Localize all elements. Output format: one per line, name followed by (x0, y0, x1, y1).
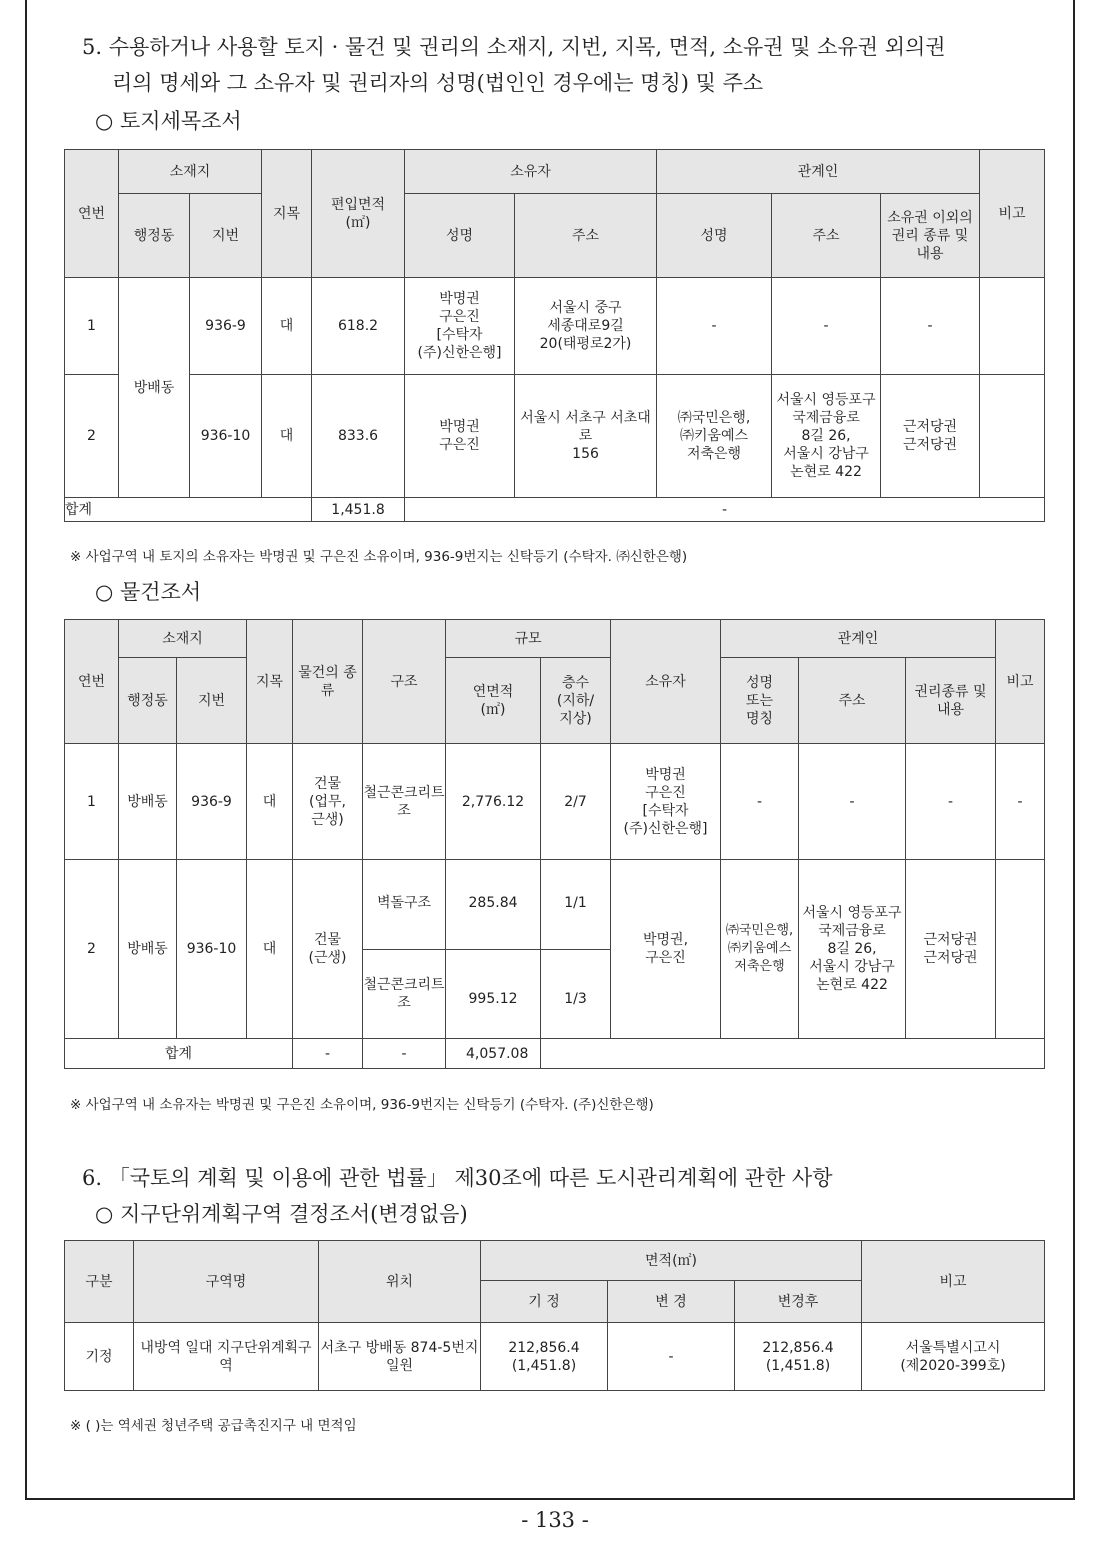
district-r-change: - (608, 1323, 735, 1391)
land-h-owner: 소유자 (405, 150, 657, 194)
land-r2-rel-addr: 서울시 영등포구 국제금융로 8길 26, 서울시 강남구 논현로 422 (772, 375, 881, 498)
goods-r2-struct-a: 벽돌구조 (363, 860, 446, 950)
table-row (65, 375, 1045, 498)
goods-note: ※ 사업구역 내 소유자는 박명권 및 구은진 소유이며, 936-9번지는 신탁등기 (수탁자. (주)신한은행) (70, 1097, 654, 1113)
goods-h-floors: 층수 (지하/ 지상) (541, 658, 611, 744)
goods-h-rel-addr: 주소 (799, 658, 906, 744)
goods-h-kind: 물건의 종류 (293, 620, 363, 744)
land-r2-no: 2 (65, 375, 119, 498)
goods-r1-jimok: 대 (247, 744, 293, 860)
goods-r2-no: 2 (65, 860, 119, 1039)
goods-total-label: 합계 (65, 1039, 293, 1069)
section5-heading-line2: 리의 명세와 그 소유자 및 권리자의 성명(법인인 경우에는 명칭) 및 주소 (112, 71, 764, 95)
land-h-rel-addr: 주소 (772, 194, 881, 278)
goods-r1-dong: 방배동 (119, 744, 177, 860)
district-r-after: 212,856.4 (1,451.8) (735, 1323, 862, 1391)
land-h-location: 소재지 (119, 150, 262, 194)
section5-heading-line1: 5. 수용하거나 사용할 토지 · 물건 및 권리의 소재지, 지번, 지목, 면적, 소유권 및 소유권 외의권 (82, 35, 946, 59)
goods-r2-owner: 박명권, 구은진 (611, 860, 721, 1039)
goods-r1-rel-right: - (906, 744, 996, 860)
page-number: - 133 - (521, 1508, 589, 1532)
land-h-jimok: 지목 (262, 150, 312, 278)
land-h-rel-name: 성명 (657, 194, 772, 278)
land-h-remark: 비고 (980, 150, 1045, 278)
land-h-related: 관계인 (657, 150, 980, 194)
land-r2-jimok: 대 (262, 375, 312, 498)
goods-h-jibun: 지번 (177, 658, 247, 744)
land-r1-jimok: 대 (262, 278, 312, 375)
land-h-no: 연번 (65, 150, 119, 278)
district-r-remark: 서울특별시고시 (제2020-399호) (862, 1323, 1045, 1391)
goods-r1-owner: 박명권 구은진 [수탁자 (주)신한은행] (611, 744, 721, 860)
goods-r2-jimok: 대 (247, 860, 293, 1039)
goods-r1-no: 1 (65, 744, 119, 860)
goods-total-kind: - (293, 1039, 363, 1069)
district-h-loc: 위치 (319, 1241, 481, 1323)
goods-r1-kind: 건물 (업무, 근생) (293, 744, 363, 860)
goods-h-location: 소재지 (119, 620, 247, 658)
land-h-owner-addr: 주소 (515, 194, 657, 278)
land-note: ※ 사업구역 내 토지의 소유자는 박명권 및 구은진 소유이며, 936-9번지는 신탁등기 (수탁자. ㈜신한은행) (70, 549, 688, 565)
goods-r1-floor-area: 2,776.12 (446, 744, 541, 860)
land-r1-owner-name: 박명권 구은진 [수탁자 (주)신한은행] (405, 278, 515, 375)
table-row (65, 860, 1045, 950)
district-r-div: 기정 (65, 1323, 134, 1391)
goods-r2-floors-a: 1/1 (541, 860, 611, 950)
land-total-rest: - (405, 498, 1045, 522)
land-h-owner-name: 성명 (405, 194, 515, 278)
table-row (65, 278, 1045, 375)
goods-table (64, 619, 1045, 1069)
goods-r2-floor-area-b: 995.12 (446, 950, 541, 1039)
goods-r1-rel-addr: - (799, 744, 906, 860)
district-r-name: 내방역 일대 지구단위계획구역 (134, 1323, 319, 1391)
section6-heading: 6. 「국토의 계획 및 이용에 관한 법률」 제30조에 따른 도시관리계획에 관한 사항 (82, 1166, 833, 1190)
land-h-area: 편입면적 (㎡) (312, 150, 405, 278)
land-h-dong: 행정동 (119, 194, 190, 278)
district-h-existing: 기 정 (481, 1281, 608, 1323)
land-h-jibun: 지번 (190, 194, 262, 278)
goods-r2-floors-b: 1/3 (541, 950, 611, 1039)
district-h-name: 구역명 (134, 1241, 319, 1323)
land-r1-rel-addr: - (772, 278, 881, 375)
district-h-div: 구분 (65, 1241, 134, 1323)
district-table-title: ○ 지구단위계획구역 결정조서(변경없음) (95, 1202, 468, 1226)
land-r1-rel-name: - (657, 278, 772, 375)
land-r1-area: 618.2 (312, 278, 405, 375)
table-row (65, 1323, 1045, 1391)
goods-total-struct: - (363, 1039, 446, 1069)
land-table-title: ○ 토지세목조서 (95, 109, 242, 133)
land-r2-owner-addr: 서울시 서초구 서초대로 156 (515, 375, 657, 498)
land-r2-owner-name: 박명권 구은진 (405, 375, 515, 498)
district-h-change: 변 경 (608, 1281, 735, 1323)
land-r2-rel-name: ㈜국민은행, ㈜키움예스 저축은행 (657, 375, 772, 498)
table-row (65, 744, 1045, 860)
goods-total-area: 4,057.08 (446, 1039, 541, 1069)
goods-total-empty (541, 1039, 1045, 1069)
goods-r1-struct: 철근콘크리트 조 (363, 744, 446, 860)
land-r2-jibun: 936-10 (190, 375, 262, 498)
land-r1-remark (980, 278, 1045, 375)
goods-r2-rel-right: 근저당권 근저당권 (906, 860, 996, 1039)
goods-r2-rel-addr: 서울시 영등포구 국제금융로 8길 26, 서울시 강남구 논현로 422 (799, 860, 906, 1039)
land-table (64, 149, 1045, 522)
district-r-existing: 212,856.4 (1,451.8) (481, 1323, 608, 1391)
goods-r1-remark: - (996, 744, 1045, 860)
goods-h-floor-area: 연면적 (㎡) (446, 658, 541, 744)
goods-h-scale: 규모 (446, 620, 611, 658)
land-total-label: 합계 (65, 498, 312, 522)
district-note: ※ ( )는 역세권 청년주택 공급촉진지구 내 면적임 (70, 1418, 357, 1434)
land-total-area: 1,451.8 (312, 498, 405, 522)
district-r-loc: 서초구 방배동 874-5번지 일원 (319, 1323, 481, 1391)
goods-h-rel-right: 권리종류 및 내용 (906, 658, 996, 744)
goods-h-owner: 소유자 (611, 620, 721, 744)
goods-r2-rel-name: ㈜국민은행, ㈜키움예스 저축은행 (721, 860, 799, 1039)
district-h-after: 변경후 (735, 1281, 862, 1323)
goods-r1-rel-name: - (721, 744, 799, 860)
land-r1-rel-right: - (881, 278, 980, 375)
goods-r2-jibun: 936-10 (177, 860, 247, 1039)
district-h-remark: 비고 (862, 1241, 1045, 1323)
goods-r2-dong: 방배동 (119, 860, 177, 1039)
land-r2-rel-right: 근저당권 근저당권 (881, 375, 980, 498)
goods-h-rel-name: 성명 또는 명칭 (721, 658, 799, 744)
goods-r1-floors: 2/7 (541, 744, 611, 860)
goods-r2-remark (996, 860, 1045, 1039)
goods-h-jimok: 지목 (247, 620, 293, 744)
goods-h-related: 관계인 (721, 620, 996, 658)
land-r1-no: 1 (65, 278, 119, 375)
goods-r2-kind: 건물 (근생) (293, 860, 363, 1039)
goods-r2-floor-area-a: 285.84 (446, 860, 541, 950)
land-r1-jibun: 936-9 (190, 278, 262, 375)
land-r2-area: 833.6 (312, 375, 405, 498)
land-h-rel-right: 소유권 이외의 권리 종류 및 내용 (881, 194, 980, 278)
goods-h-remark: 비고 (996, 620, 1045, 744)
district-table (64, 1240, 1045, 1391)
land-dong-shared: 방배동 (119, 278, 190, 498)
goods-h-dong: 행정동 (119, 658, 177, 744)
land-r2-remark (980, 375, 1045, 498)
district-h-area: 면적(㎡) (481, 1241, 862, 1281)
goods-h-no: 연번 (65, 620, 119, 744)
goods-h-struct: 구조 (363, 620, 446, 744)
goods-r2-struct-b: 철근콘크리트 조 (363, 950, 446, 1039)
land-r1-owner-addr: 서울시 중구 세종대로9길 20(태평로2가) (515, 278, 657, 375)
goods-table-title: ○ 물건조서 (95, 580, 202, 604)
goods-r1-jibun: 936-9 (177, 744, 247, 860)
